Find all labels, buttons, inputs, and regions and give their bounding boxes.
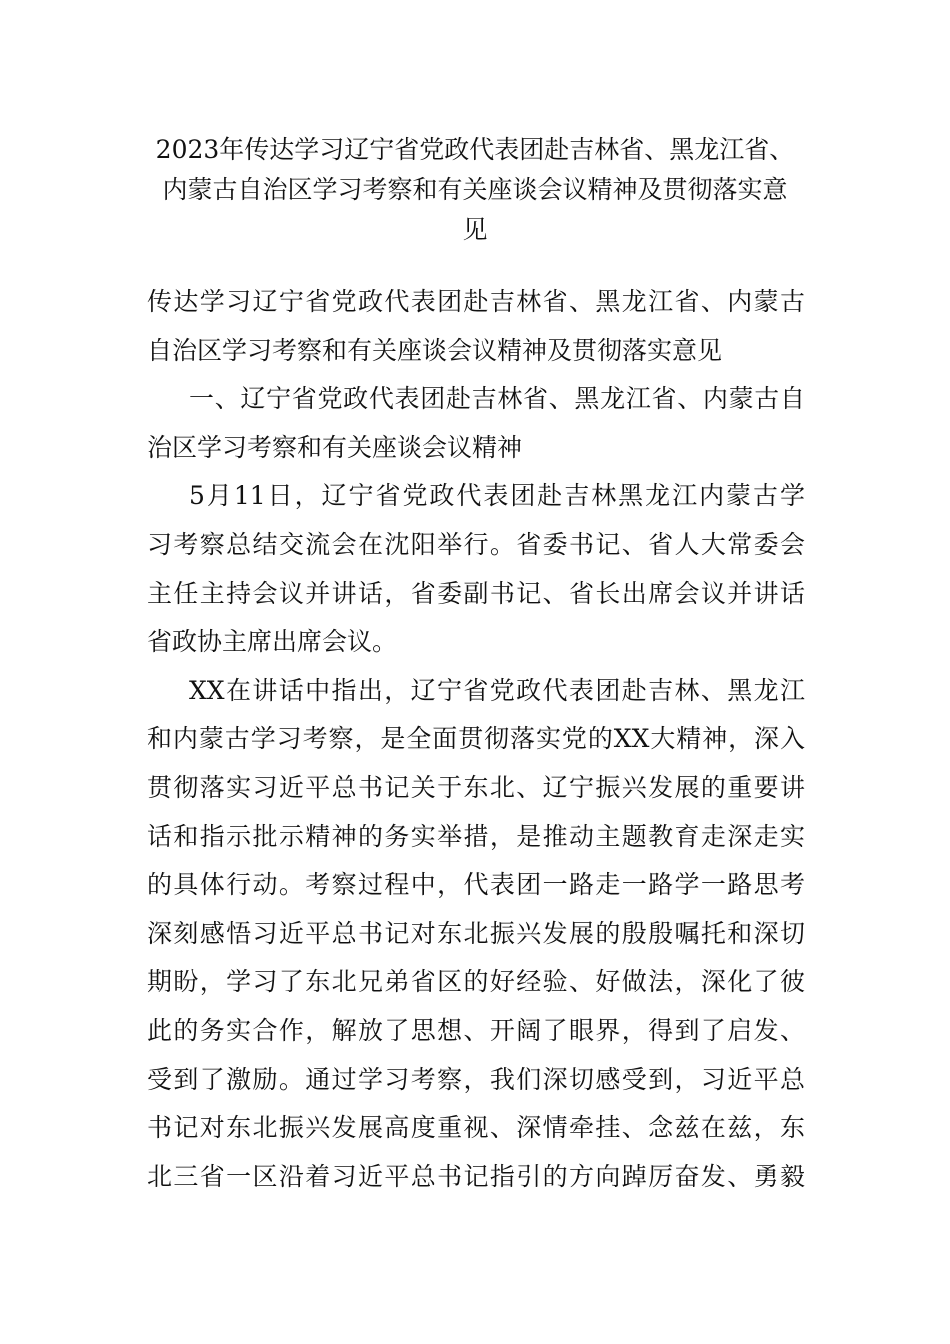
title-line-1: 2023年传达学习辽宁省党政代表团赴吉林省、黑龙江省、	[155, 135, 795, 164]
section-heading-line: 一、辽宁省党政代表团赴吉林省、黑龙江省、内蒙古自	[189, 384, 805, 414]
title-line-2: 内蒙古自治区学习考察和有关座谈会议精神及贯彻落实意	[162, 175, 788, 204]
body-line: 5月11日，辽宁省党政代表团赴吉林黑龙江内蒙古学	[189, 481, 805, 511]
body-line: 贯彻落实习近平总书记关于东北、辽宁振兴发展的重要讲	[147, 772, 805, 802]
body-line: 北三省一区沿着习近平总书记指引的方向踔厉奋发、勇毅	[147, 1161, 805, 1191]
document-body	[147, 282, 805, 1205]
title-line-3: 见	[462, 215, 488, 244]
body-line: 此的务实合作，解放了思想、开阔了眼界，得到了启发、	[147, 1015, 805, 1045]
body-line: 省政协主席出席会议。	[147, 627, 398, 657]
body-line: 的具体行动。考察过程中，代表团一路走一路学一路思考	[147, 870, 805, 900]
body-line: 书记对东北振兴发展高度重视、深情牵挂、念兹在兹，东	[147, 1113, 805, 1143]
document-title	[130, 130, 820, 250]
body-line: 传达学习辽宁省党政代表团赴吉林省、黑龙江省、内蒙古	[147, 287, 805, 316]
body-line: 和内蒙古学习考察，是全面贯彻落实党的XX大精神，深入	[147, 724, 805, 754]
body-line: 期盼，学习了东北兄弟省区的好经验、好做法，深化了彼	[147, 967, 805, 997]
body-line: 话和指示批示精神的务实举措，是推动主题教育走深走实	[147, 821, 805, 851]
section-heading-line: 治区学习考察和有关座谈会议精神	[147, 432, 523, 462]
body-line: 自治区学习考察和有关座谈会议精神及贯彻落实意见	[147, 335, 723, 365]
body-line: 受到了激励。通过学习考察，我们深切感受到，习近平总	[147, 1064, 805, 1094]
body-line: 深刻感悟习近平总书记对东北振兴发展的殷殷嘱托和深切	[147, 918, 805, 948]
body-line: 习考察总结交流会在沈阳举行。省委书记、省人大常委会	[147, 529, 805, 559]
body-line: 主任主持会议并讲话，省委副书记、省长出席会议并讲话	[147, 578, 805, 608]
body-line: XX在讲话中指出，辽宁省党政代表团赴吉林、黑龙江	[189, 675, 805, 705]
